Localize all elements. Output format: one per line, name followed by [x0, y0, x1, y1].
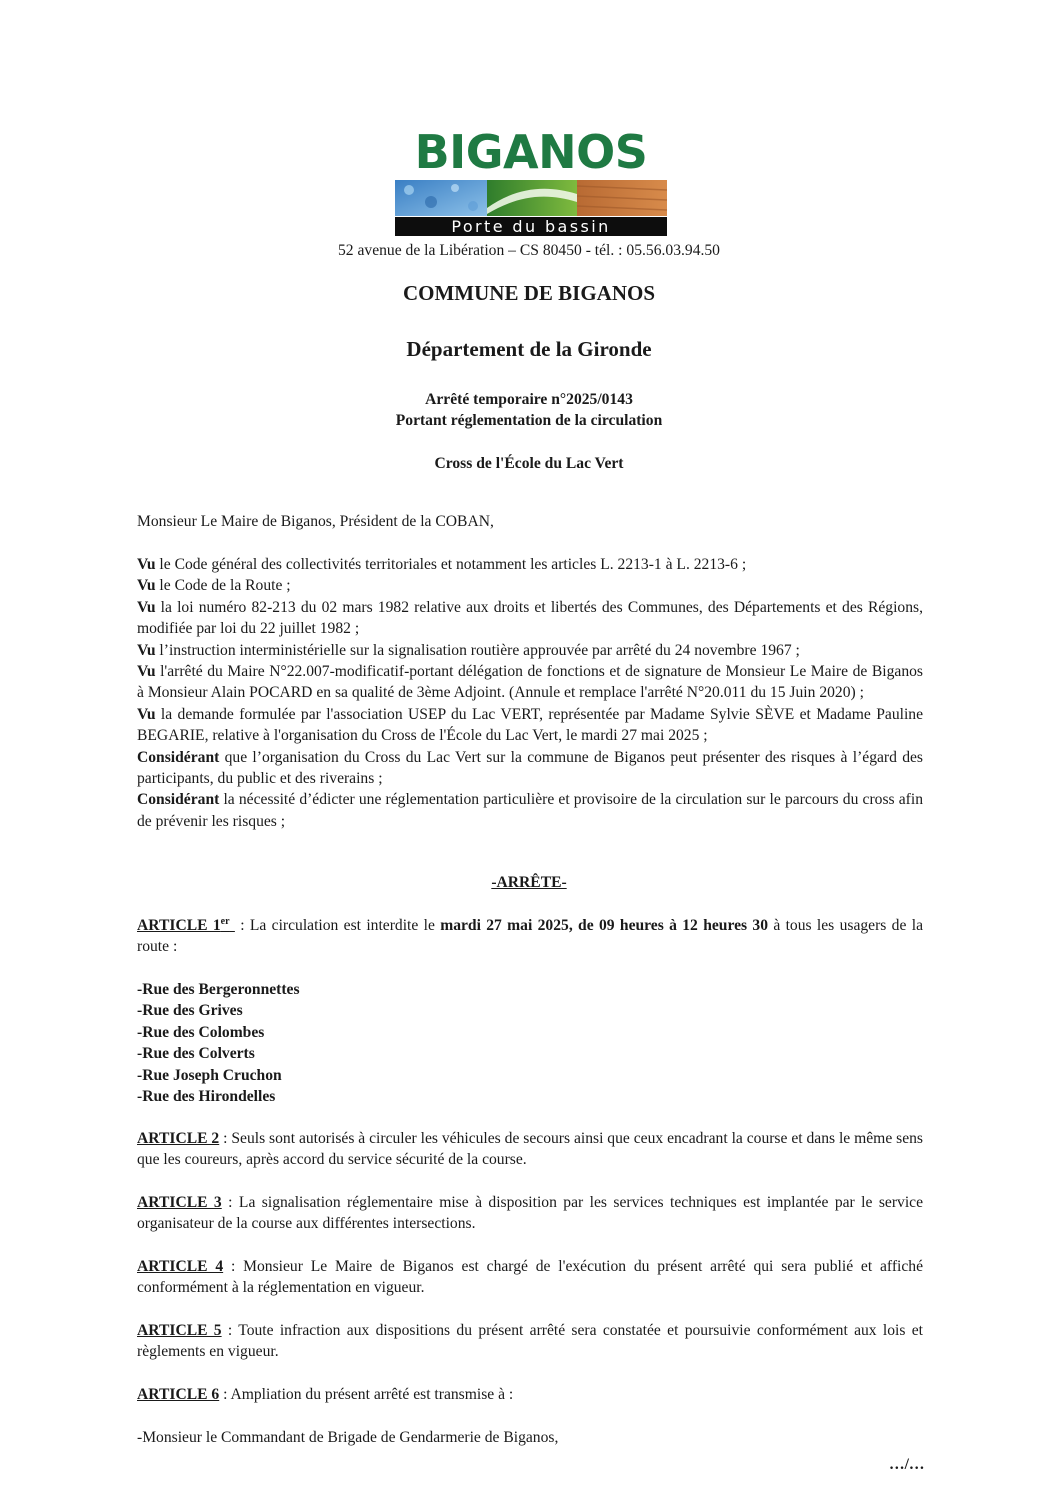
- visa-item: Vu le Code général des collectivités territoriales et notamment les articles L. 2213-1 à L. 2213-6 ;: [137, 556, 747, 573]
- address-line: 52 avenue de la Libération – CS 80450 - tél. : 05.56.03.94.50: [338, 242, 720, 259]
- article-6: ARTICLE 6 : Ampliation du présent arrêté est transmise à :: [137, 1386, 514, 1403]
- visa-item: Vu l'arrêté du Maire N°22.007-modificatif-portant délégation de fonctions et de signature de Monsieur Le Maire de Biganos à Monsieur Alain POCARD en sa qualité de 3ème Adjoint. (Annule et remplace l'arrêté N°20.011 du 15 Juin 2020) ;: [137, 663, 923, 702]
- departement-heading: Département de la Gironde: [406, 337, 652, 361]
- biganos-logo: [395, 125, 667, 236]
- article-5: ARTICLE 5 : Toute infraction aux dispositions du présent arrêté sera constatée et poursuivie conformément aux lois et règlements en vigueur.: [137, 1322, 923, 1361]
- street-item: -Rue Joseph Cruchon: [137, 1066, 282, 1084]
- event-title: Cross de l'École du Lac Vert: [434, 455, 624, 472]
- article-2: ARTICLE 2 : Seuls sont autorisés à circuler les véhicules de secours ainsi que ceux encadrant la course et dans le même sens que les coureurs, après accord du service sécurité de la course.: [137, 1130, 923, 1169]
- considerant-item: Considérant que l’organisation du Cross du Lac Vert sur la commune de Biganos peut présenter des risques à l’égard des participants, du public et des riverains ;: [137, 748, 923, 788]
- street-item: -Rue des Colverts: [137, 1045, 255, 1063]
- article-4: ARTICLE 4 : Monsieur Le Maire de Biganos est chargé de l'exécution du présent arrêté qui sera publié et affiché conformément à la réglementation en vigueur.: [137, 1258, 924, 1297]
- considerant-item: Considérant la nécessité d’édicter une réglementation particulière et provisoire de la circulation sur le parcours du cross afin de prévenir les risques ;: [137, 791, 923, 830]
- article-1-label: ARTICLE 1er: [137, 916, 230, 934]
- logo-wordmark: BIGANOS: [414, 125, 648, 179]
- article-3: ARTICLE 3 : La signalisation réglementaire mise à disposition par les services techniques est implantée par le service organisateur de la course aux différentes intersections.: [137, 1194, 923, 1233]
- street-item: -Rue des Bergeronnettes: [137, 981, 300, 998]
- continuation-mark: …/…: [889, 1456, 925, 1473]
- article-1: ARTICLE 1er : La circulation est interdite le mardi 27 mai 2025, de 09 heures à 12 heures 30 à tous les usagers de la route :: [137, 916, 923, 956]
- arrete-subject: Portant réglementation de la circulation: [395, 412, 663, 429]
- logo-tagline: Porte du bassin: [395, 217, 667, 236]
- visa-item: Vu l’instruction interministérielle sur la signalisation routière approuvée par arrêté du 24 novembre 1967 ;: [137, 641, 800, 659]
- arrete-heading: -ARRÊTE-: [491, 874, 567, 891]
- visa-item: Vu la loi numéro 82-213 du 02 mars 1982 relative aux droits et libertés des Communes, des Départements et des Régions, modifiée par loi du 22 juillet 1982 ;: [137, 598, 923, 638]
- street-item: -Rue des Hirondelles: [137, 1088, 276, 1106]
- arrete-number: Arrêté temporaire n°2025/0143: [425, 391, 633, 408]
- commune-heading: COMMUNE DE BIGANOS: [402, 281, 655, 305]
- street-item: -Rue des Grives: [137, 1002, 243, 1020]
- visa-item: Vu la demande formulée par l'association USEP du Lac VERT, représentée par Madame Sylvie SÈVE et Madame Pauline BEGARIE, relative à l'organisation du Cross de l'École du Lac Vert, le mardi 27 mai 2025 ;: [137, 705, 923, 745]
- recipient-line: -Monsieur le Commandant de Brigade de Gendarmerie de Biganos,: [137, 1429, 559, 1446]
- logo-landscape-band: [395, 180, 667, 216]
- intro-line: Monsieur Le Maire de Biganos, Président de la COBAN,: [137, 513, 494, 530]
- street-list: [137, 979, 923, 1107]
- visas-list: [137, 554, 923, 832]
- street-item: -Rue des Colombes: [137, 1023, 265, 1041]
- visa-item: Vu le Code de la Route ;: [137, 577, 291, 595]
